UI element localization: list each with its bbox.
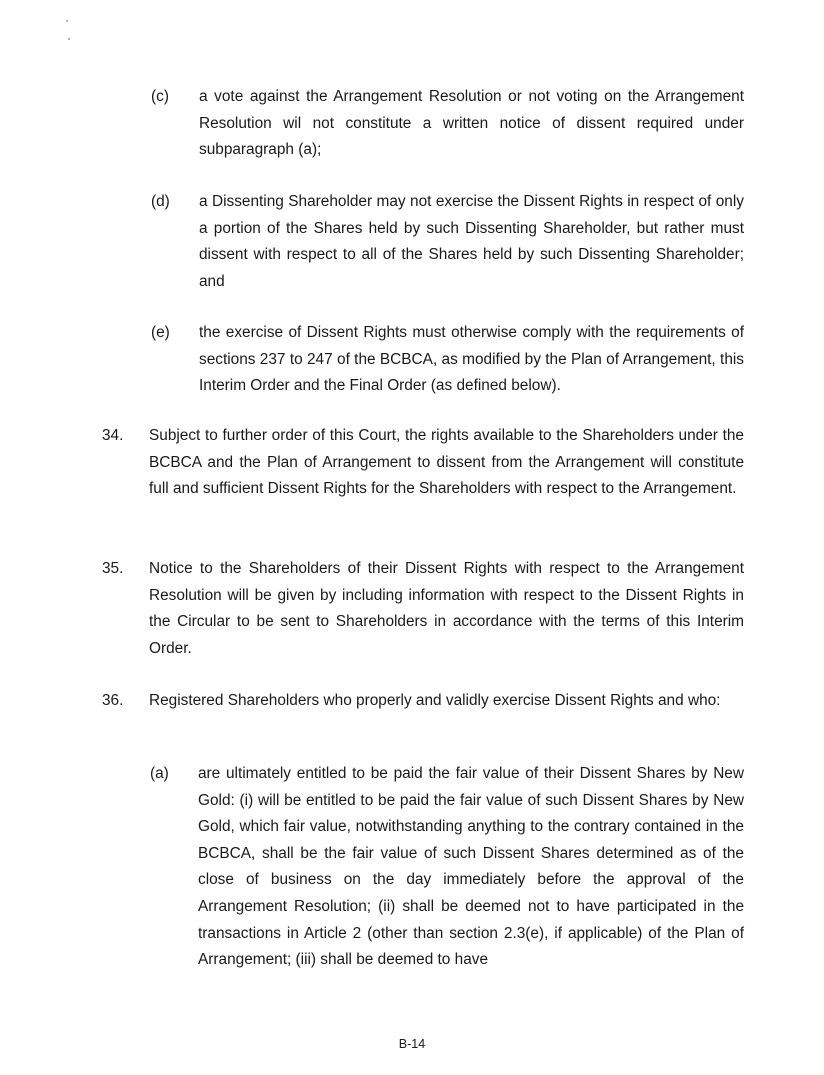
scan-speck bbox=[68, 38, 70, 40]
subparagraph-d-text: a Dissenting Shareholder may not exercise the Dissent Rights in respect of only a portion of the Shares held by such Dissenting Shareholder, but rather must dissent with respect to all of the Shares held by such Dissenting Shareholder; and bbox=[199, 193, 744, 290]
subparagraph-a-text: are ultimately entitled to be paid the fair value of their Dissent Shares by New Gold: (i) will be entitled to be paid the fair value of such Dissent Shares by New Gold, which fair value, notwithstanding anything to the contrary contained in the BCBCA, shall be the fair value of such Dissent Shares determined as of the close of business on the day immediately before the approval of the Arrangement Resolution; (ii) shall be deemed not to have participated in the transactions in Article 2 (other than section 2.3(e), if applicable) of the Plan of Arrangement; (iii) shall be deemed to have bbox=[198, 765, 744, 969]
subparagraph-label-e: (e) bbox=[151, 324, 170, 341]
paragraph-number-36: 36. bbox=[102, 692, 124, 709]
subparagraph-label-c: (c) bbox=[151, 88, 169, 105]
paragraph-number-35: 35. bbox=[102, 560, 124, 577]
scan-speck bbox=[66, 20, 68, 22]
subparagraph-c-text: a vote against the Arrangement Resolution or not voting on the Arrangement Resolution wil not constitute a written notice of dissent required under subparagraph (a); bbox=[199, 88, 744, 159]
subparagraph-e-text: the exercise of Dissent Rights must otherwise comply with the requirements of sections 237 to 247 of the BCBCA, as modified by the Plan of Arrangement, this Interim Order and the Final Order (as defined below). bbox=[199, 324, 744, 395]
paragraph-35-text: Notice to the Shareholders of their Dissent Rights with respect to the Arrangement Resolution will be given by including information with respect to the Dissent Rights in the Circular to be sent to Shareholders in accordance with the terms of this Interim Order. bbox=[149, 560, 744, 657]
paragraph-34-text: Subject to further order of this Court, the rights available to the Shareholders under the BCBCA and the Plan of Arrangement to dissent from the Arrangement will constitute full and sufficient Dissent Rights for the Shareholders with respect to the Arrangement. bbox=[149, 427, 744, 498]
page-number: B-14 bbox=[398, 1037, 426, 1051]
paragraph-36-text: Registered Shareholders who properly and validly exercise Dissent Rights and who: bbox=[149, 692, 721, 709]
subparagraph-label-d: (d) bbox=[151, 193, 170, 210]
subparagraph-label-a: (a) bbox=[150, 765, 169, 782]
paragraph-number-34: 34. bbox=[102, 427, 124, 444]
